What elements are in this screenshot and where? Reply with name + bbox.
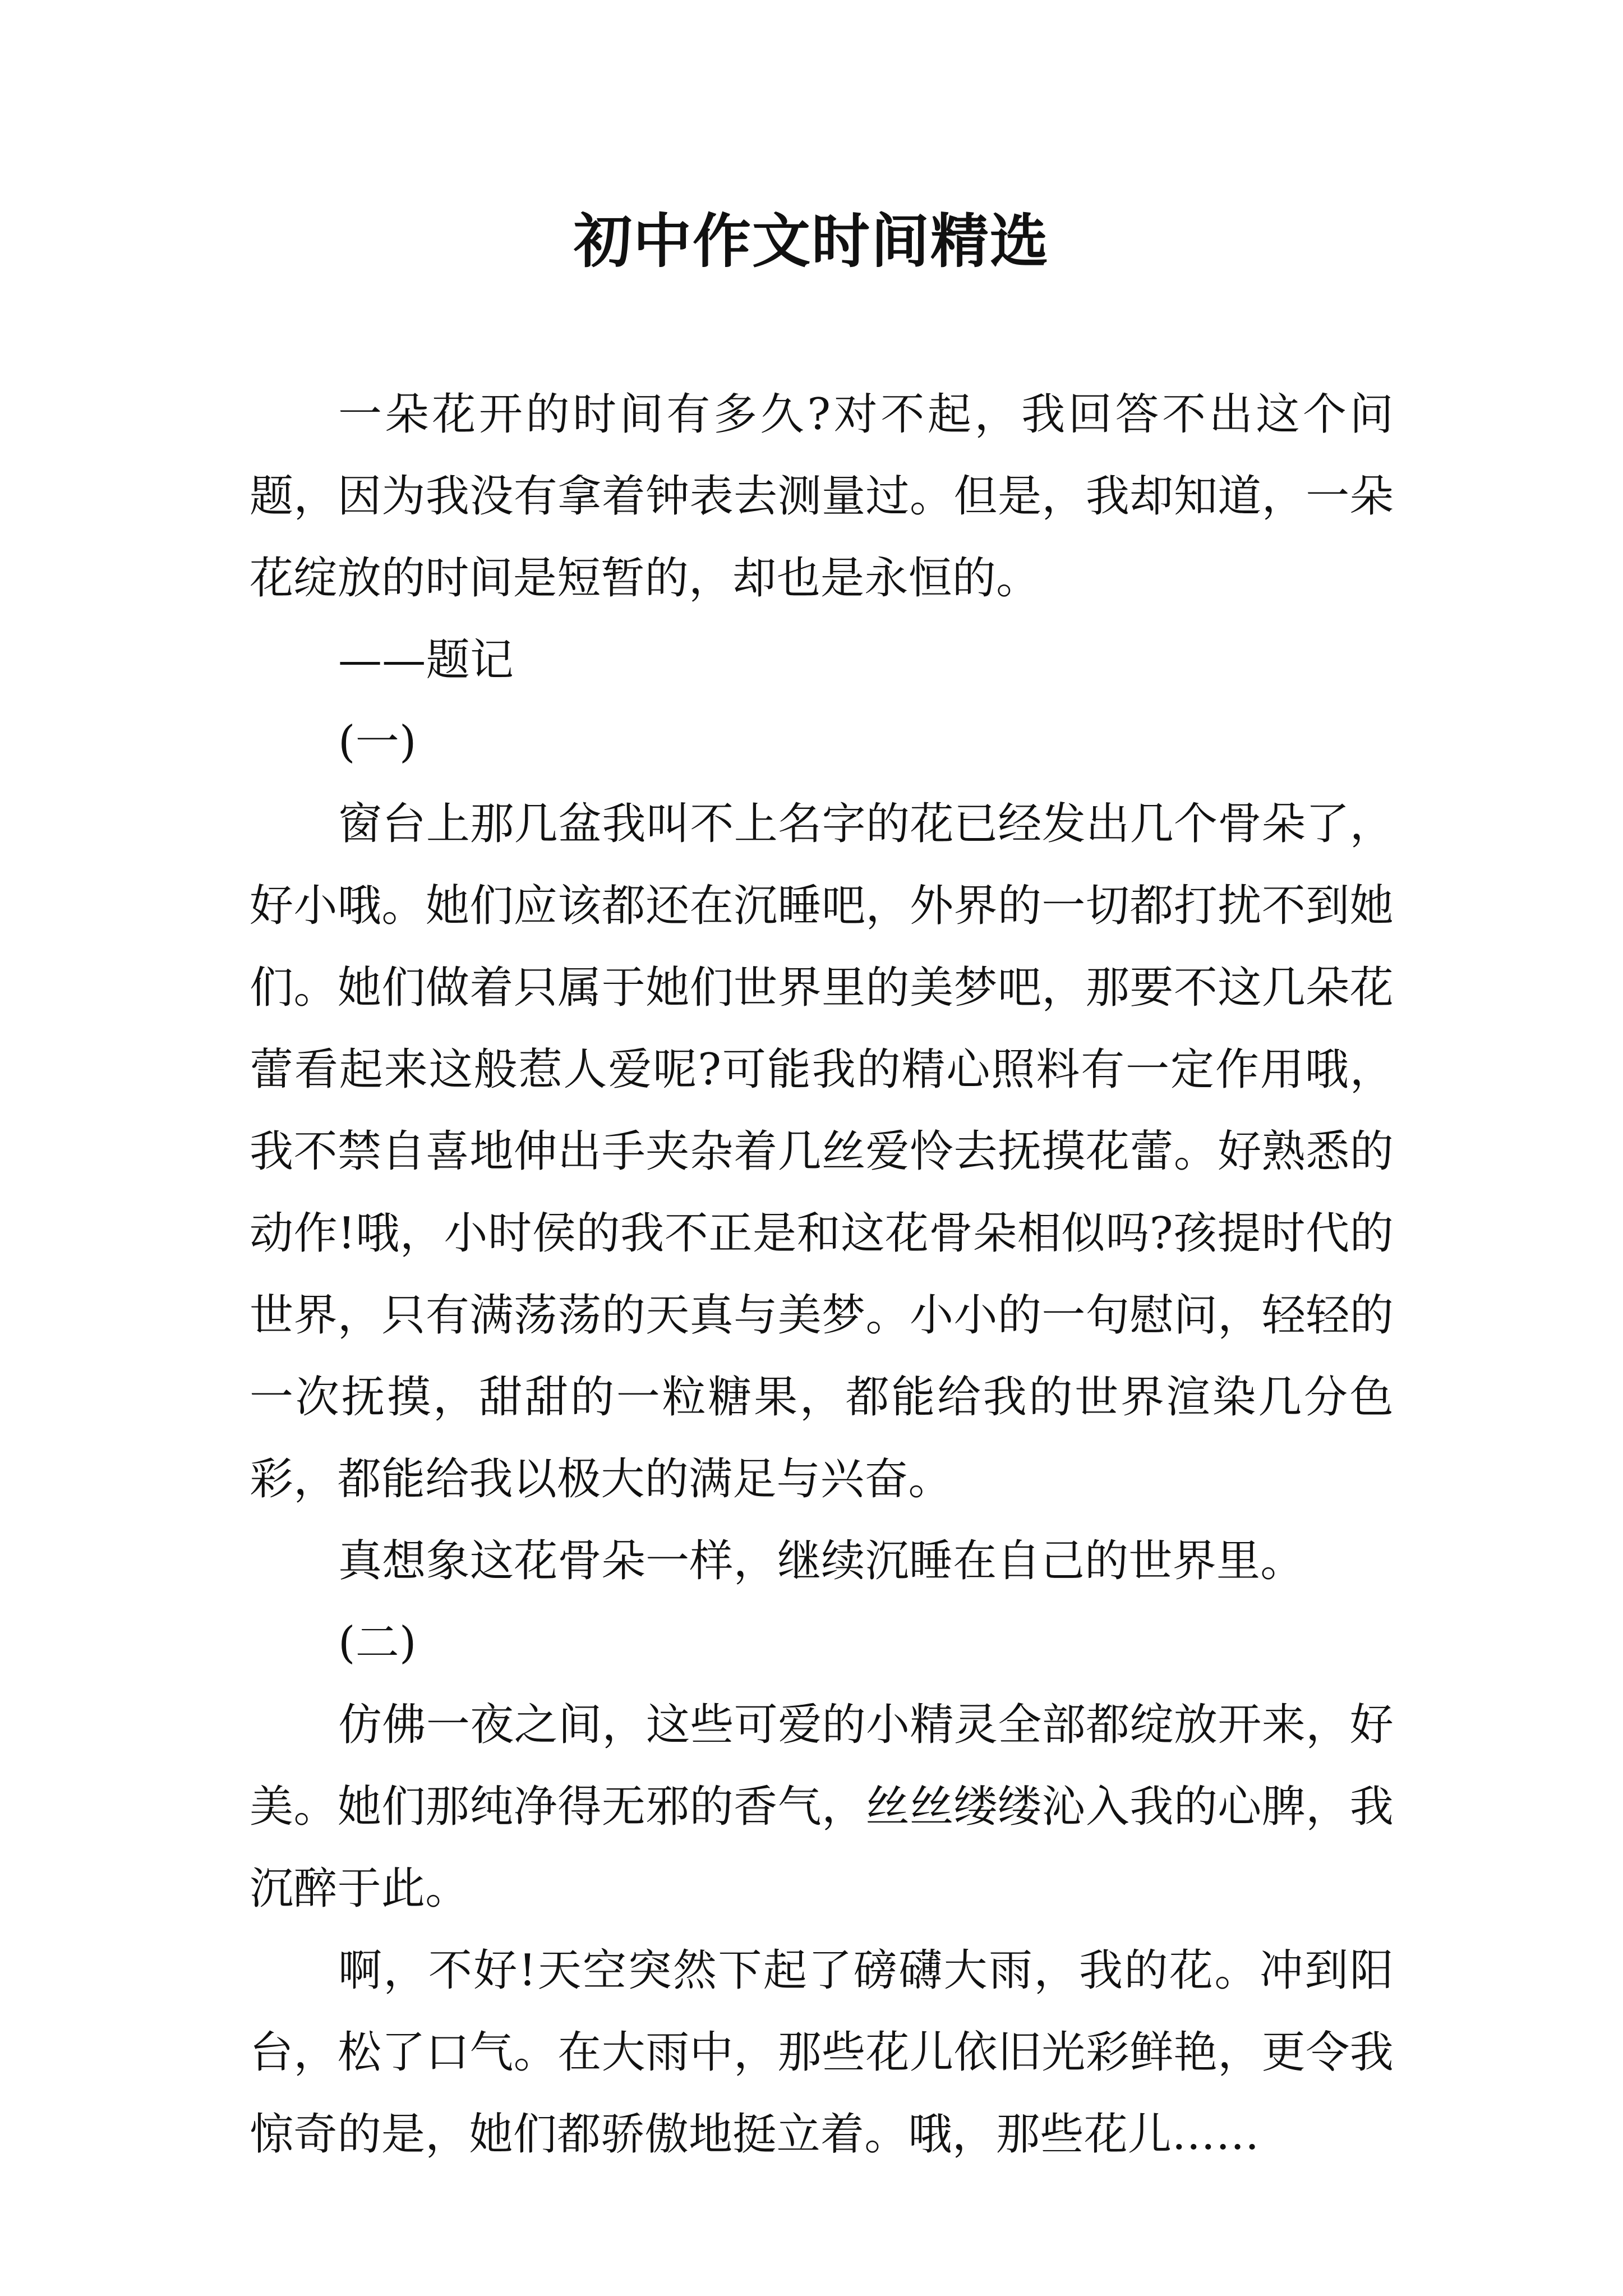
paragraph-intro: 一朵花开的时间有多久?对不起，我回答不出这个问题，因为我没有拿着钟表去测量过。但是，我却知道，一朵花绽放的时间是短暂的，却也是永恒的。 — [250, 389, 1394, 604]
paragraph-section-two-end: 啊，不好!天空突然下起了磅礴大雨，我的花。冲到阳台，松了口气。在大雨中，那些花儿依旧光彩鲜艳，更令我惊奇的是，她们都骄傲地挺立着。哦，那些花儿…… — [250, 1945, 1394, 2160]
section-heading-one: (一) — [338, 717, 417, 767]
paragraph-section-one-end: 真想象这花骨朵一样，继续沉睡在自己的世界里。 — [338, 1536, 1304, 1586]
paragraph-section-one: 窗台上那几盆我叫不上名字的花已经发出几个骨朵了，好小哦。她们应该都还在沉睡吧，外界的一切都打扰不到她们。她们做着只属于她们世界里的美梦吧，那要不这几朵花蕾看起来这般惹人爱呢?可能我的精心照料有一定作用哦，我不禁自喜地伸出手夹杂着几丝爱怜去抚摸花蕾。好熟悉的动作!哦，小时侯的我不正是和这花骨朵相似吗?孩提时代的世界，只有满荡荡的天真与美梦。小小的一句慰问，轻轻的一次抚摸，甜甜的一粒糖果，都能给我的世界渲染几分色彩，都能给我以极大的满足与兴奋。 — [250, 799, 1394, 1504]
section-heading-two: (二) — [338, 1618, 417, 1668]
paragraph-section-two: 仿佛一夜之间，这些可爱的小精灵全部都绽放开来，好美。她们那纯净得无邪的香气，丝丝缕缕沁入我的心脾，我沉醉于此。 — [250, 1700, 1394, 1914]
document-body — [250, 374, 1394, 2175]
paragraph-epigraph-note: ——题记 — [338, 635, 514, 685]
page-title: 初中作文时间精选 — [573, 206, 1049, 275]
